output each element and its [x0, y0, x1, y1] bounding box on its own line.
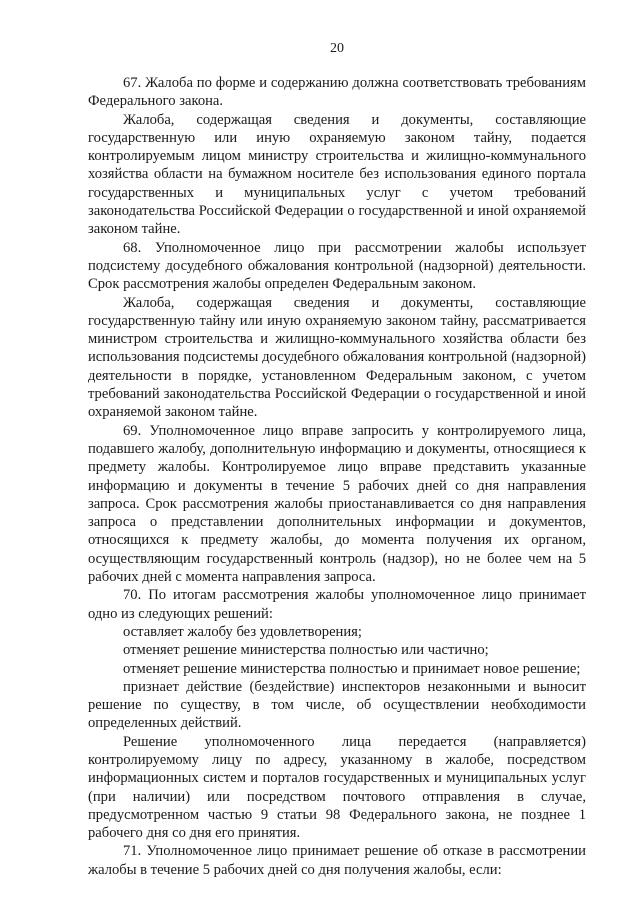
- paragraph-secret-complaint-filing: Жалоба, содержащая сведения и документы, составляющие государственную или иную охраняемую законом тайну, подается контролируемым лицом министру строительства и жилищно-коммунального хозяйства области на бумажном носителе без использования единого портала государственных и муниципальных услуг с учетом требований законодательства Российской Федерации о государственной и иной охраняемой законом тайне.: [88, 111, 586, 238]
- paragraph-70: 70. По итогам рассмотрения жалобы уполномоченное лицо принимает одно из следующих решений:: [88, 587, 586, 622]
- document-body: [88, 74, 586, 879]
- paragraph-68: 68. Уполномоченное лицо при рассмотрении жалобы использует подсистему досудебного обжалования контрольной (надзорной) деятельности. Срок рассмотрения жалобы определен Федеральным законом.: [88, 239, 586, 293]
- paragraph-67: 67. Жалоба по форме и содержанию должна соответствовать требованиям Федерального закона.: [88, 75, 586, 110]
- paragraph-69: 69. Уполномоченное лицо вправе запросить у контролируемого лица, подавшего жалобу, дополнительную информацию и документы, относящиеся к предмету жалобы. Контролируемое лицо вправе представить указанные информацию и документы в течение 5 рабочих дней со дня направления запроса. Срок рассмотрения жалобы приостанавливается со дня направления запроса о представлении дополнительных информации и документов, относящихся к предмету жалобы, до момента получения их органом, осуществляющим государственный контроль (надзор), но не более чем на 5 рабочих дней с момента направления запроса.: [88, 422, 586, 586]
- decision-option-1: оставляет жалобу без удовлетворения;: [123, 623, 362, 640]
- paragraph-decision-delivery: Решение уполномоченного лица передается (направляется) контролируемому лицу по адресу, указанному в жалобе, посредством информационных систем и порталов государственных и муниципальных услуг (при наличии) или посредством почтового отправления в случае, предусмотренном частью 9 статьи 98 Федерального закона, не позднее 1 рабочего дня со дня его принятия.: [88, 733, 586, 842]
- decision-option-2: отменяет решение министерства полностью или частично;: [123, 642, 489, 659]
- paragraph-71: 71. Уполномоченное лицо принимает решение об отказе в рассмотрении жалобы в течение 5 рабочих дней со дня получения жалобы, если:: [88, 843, 586, 878]
- decision-option-4: признает действие (бездействие) инспекторов незаконными и выносит решение по существу, в том числе, об осуществлении необходимости определенных действий.: [88, 678, 586, 732]
- decision-option-3: отменяет решение министерства полностью и принимает новое решение;: [123, 660, 581, 677]
- paragraph-secret-complaint-review: Жалоба, содержащая сведения и документы, составляющие государственную тайну или иную охраняемую законом тайну, рассматривается министром строительства и жилищно-коммунального хозяйства области без использования подсистемы досудебного обжалования контрольной (надзорной) деятельности в порядке, установленном Федеральным законом, с учетом требований законодательства Российской Федерации о государственной и иной охраняемой законом тайне.: [88, 294, 586, 421]
- page-number: 20: [330, 41, 344, 56]
